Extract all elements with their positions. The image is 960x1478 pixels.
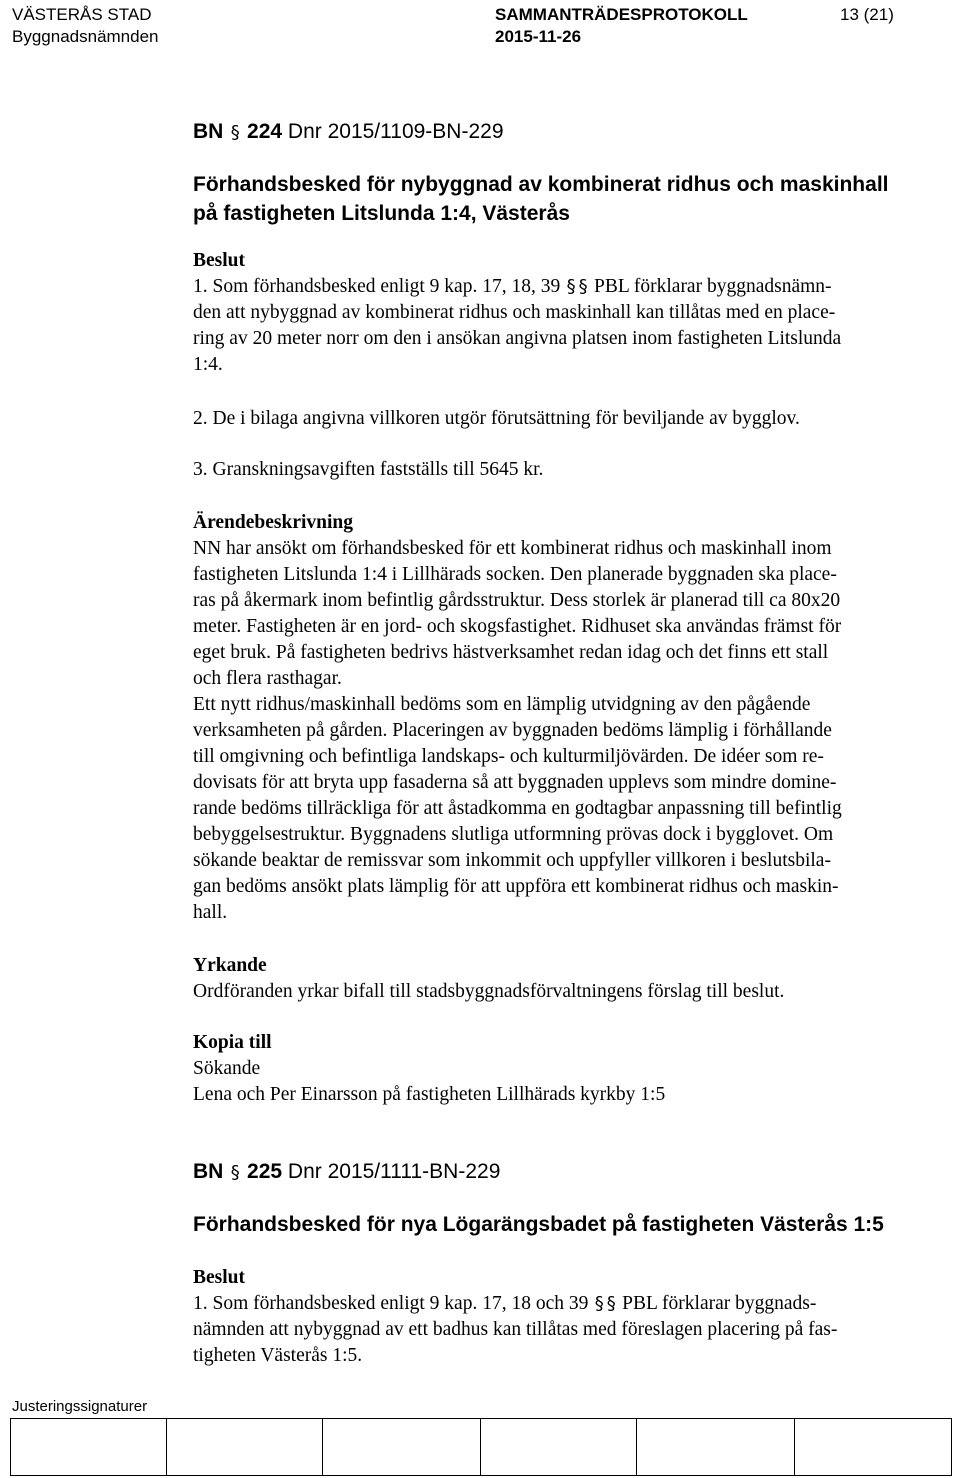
signature-cell — [11, 1419, 167, 1475]
signature-cell — [323, 1419, 481, 1475]
arende-line: ras på åkermark inom befintlig gårdsstruktur. Dess storlek är planerad till ca 80x20 — [193, 590, 841, 611]
beslut-line: 1:4. — [193, 354, 223, 375]
arende-heading: Ärendebeskrivning — [193, 512, 353, 533]
arende-line: Ett nytt ridhus/maskinhall bedöms som en lämplig utvidgning av den pågående — [193, 694, 811, 715]
arende-line: till omgivning och befintliga landskaps- och kulturmiljövärden. De idéer som re- — [193, 746, 824, 767]
signature-cell — [481, 1419, 637, 1475]
case-heading-225 — [193, 1160, 500, 1184]
beslut-line: tigheten Västerås 1:5. — [193, 1345, 363, 1366]
yrkande-section — [193, 953, 953, 1005]
kopia-line: Lena och Per Einarsson på fastigheten Lillhärads kyrkby 1:5 — [193, 1084, 666, 1105]
arende-line: sökande beaktar de remissvar som inkommit och uppfyller villkoren i beslutsbila- — [193, 850, 831, 871]
case-bn-label: BN — [193, 1160, 224, 1183]
yrkande-heading: Yrkande — [193, 955, 267, 976]
kopia-heading: Kopia till — [193, 1032, 272, 1053]
arende-line: rande bedöms tillräckliga för att åstadkomma en godtagbar anpassning till befintlig — [193, 798, 842, 819]
case-dnr: Dnr 2015/1111-BN-229 — [287, 1160, 501, 1183]
beslut-line: den att nybyggnad av kombinerat ridhus och maskinhall kan tillåtas med en place- — [193, 302, 836, 323]
yrkande-text: Ordföranden yrkar bifall till stadsbyggnadsförvaltningens förslag till beslut. — [193, 981, 785, 1002]
section-sign-icon: § — [566, 276, 576, 297]
arende-line: dovisats för att bryta upp fasaderna så att byggnaden upplevs som mindre domine- — [193, 772, 837, 793]
beslut-line: ring av 20 meter norr om den i ansökan angivna platsen inom fastigheten Litslunda — [193, 328, 842, 349]
beslut-item-1-end: PBL förklarar byggnadsnämn- — [593, 276, 832, 297]
section-sign-icon: § — [594, 1293, 604, 1314]
arende-line: hall. — [193, 902, 228, 923]
case-heading-224 — [193, 120, 504, 144]
beslut-item-1 — [193, 1291, 953, 1317]
kopia-line: Sökande — [193, 1058, 261, 1079]
arende-line: och flera rasthagar. — [193, 668, 342, 689]
beslut-heading: Beslut — [193, 1267, 246, 1288]
arende-line: verksamheten på gården. Placeringen av byggnaden bedöms lämplig i förhållande — [193, 720, 832, 741]
signature-cell — [167, 1419, 323, 1475]
arende-section — [193, 510, 953, 926]
arende-line: bebyggelsestruktur. Byggnadens slutliga utformning prövas dock i bygglovet. Om — [193, 824, 834, 845]
beslut-item-1-end: PBL förklarar byggnads- — [622, 1293, 817, 1314]
section-sign-icon: § — [606, 1293, 616, 1314]
section-sign-icon: § — [578, 276, 588, 297]
org-name: VÄSTERÅS STAD — [12, 5, 152, 24]
beslut-line: nämnden att nybyggnad av ett badhus kan tillåtas med föreslagen placering på fas- — [193, 1319, 838, 1340]
beslut-item-2-text: 2. De i bilaga angivna villkoren utgör förutsättning för beviljande av bygglov. — [193, 408, 800, 429]
section-sign-icon: § — [230, 1162, 240, 1183]
signature-cell — [637, 1419, 795, 1475]
beslut-item-3-text: 3. Granskningsavgiften fastställs till 5645 kr. — [193, 459, 544, 480]
arende-line: eget bruk. På fastigheten bedrivs hästverksamhet redan idag och det finns ett stall — [193, 642, 829, 663]
case-dnr: Dnr 2015/1109-BN-229 — [287, 120, 504, 143]
beslut-section-2 — [193, 1265, 953, 1369]
beslut-item-3 — [193, 457, 953, 483]
signature-cell — [795, 1419, 951, 1475]
arende-line: gan bedöms ansökt plats lämplig för att uppföra ett kombinerat ridhus och maskin- — [193, 876, 839, 897]
beslut-heading: Beslut — [193, 250, 246, 271]
arende-line: NN har ansökt om förhandsbesked för ett kombinerat ridhus och maskinhall inom — [193, 538, 832, 559]
signature-table — [10, 1418, 952, 1476]
beslut-item-1-start: 1. Som förhandsbesked enligt 9 kap. 17, 18 och 39 — [193, 1293, 589, 1314]
arende-line: fastigheten Litslunda 1:4 i Lillhärads socken. Den planerade byggnaden ska place- — [193, 564, 837, 585]
case-title-line: Förhandsbesked för nybyggnad av kombinerat ridhus och maskinhall — [193, 173, 889, 196]
document-type: SAMMANTRÄDESPROTOKOLL — [495, 5, 748, 24]
beslut-section — [193, 248, 953, 378]
arende-line: meter. Fastigheten är en jord- och skogsfastighet. Ridhuset ska användas främst för — [193, 616, 842, 637]
signature-label: Justeringssignaturer — [12, 1398, 148, 1415]
beslut-item-2 — [193, 406, 953, 432]
case-bn-label: BN — [193, 120, 224, 143]
department-name: Byggnadsnämnden — [12, 27, 159, 46]
beslut-item-1-start: 1. Som förhandsbesked enligt 9 kap. 17, 18, 39 — [193, 276, 561, 297]
case-2-title: Förhandsbesked för nya Lögarängsbadet på fastigheten Västerås 1:5 — [193, 1213, 884, 1236]
case-number: 224 — [247, 120, 283, 143]
case-title — [193, 170, 888, 228]
meeting-date: 2015-11-26 — [495, 27, 582, 46]
beslut-item-1 — [193, 274, 953, 300]
kopia-section — [193, 1030, 953, 1108]
page-number: 13 (21) — [840, 5, 894, 24]
section-sign-icon: § — [230, 122, 240, 143]
case-number: 225 — [247, 1160, 283, 1183]
case-title-line: på fastigheten Litslunda 1:4, Västerås — [193, 202, 570, 225]
